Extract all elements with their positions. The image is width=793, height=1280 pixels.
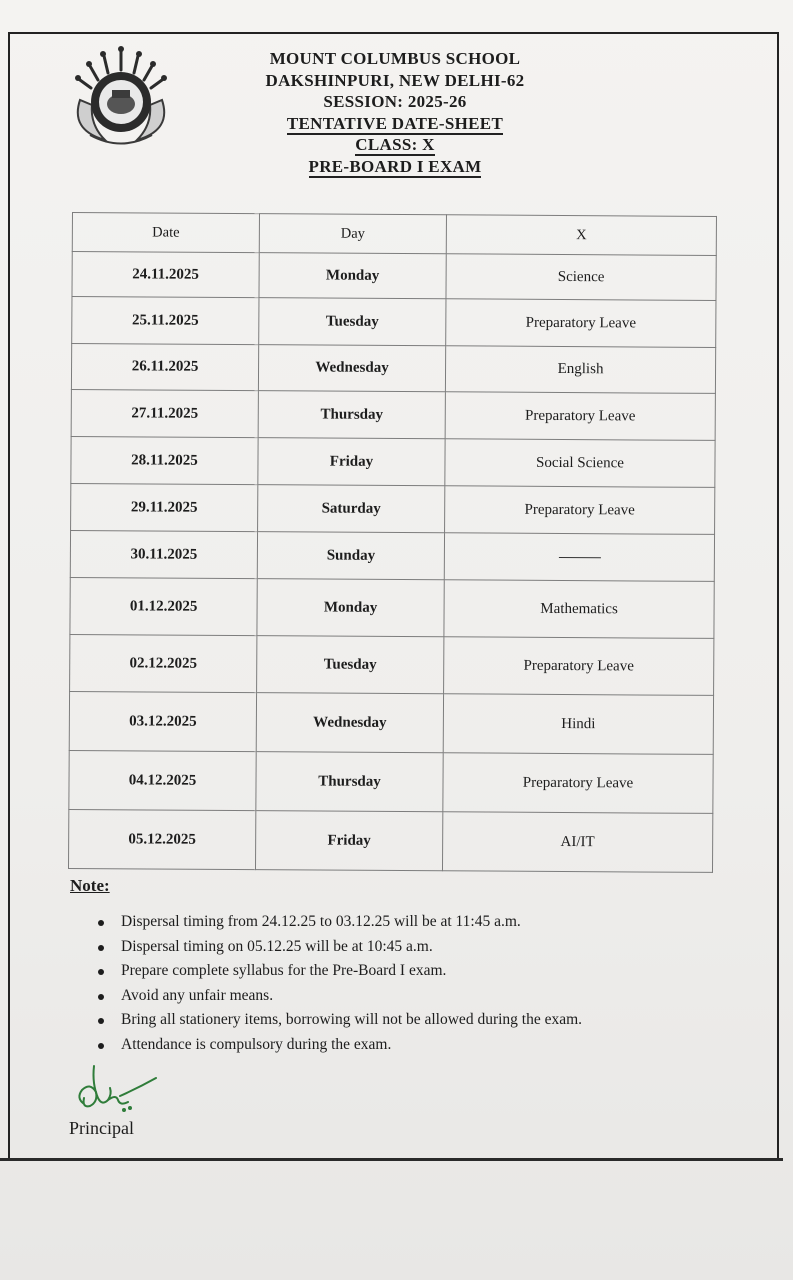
column-header-date: Date — [72, 213, 259, 253]
subject-cell: English — [445, 346, 715, 394]
date-cell: 01.12.2025 — [70, 577, 257, 635]
table-row — [72, 297, 716, 348]
table-row — [71, 389, 715, 440]
table-row — [72, 252, 716, 301]
notes-list — [96, 910, 582, 1057]
list-item: Dispersal timing from 24.12.25 to 03.12.25 will be at 11:45 a.m. — [96, 910, 582, 935]
date-cell: 24.11.2025 — [72, 252, 259, 298]
list-item: Prepare complete syllabus for the Pre-Board I exam. — [96, 959, 582, 984]
school-name: MOUNT COLUMBUS SCHOOL — [269, 49, 521, 68]
subject-cell: Mathematics — [444, 580, 714, 639]
list-item: Dispersal timing on 05.12.25 will be at 10:45 a.m. — [96, 935, 582, 960]
day-cell: Wednesday — [256, 693, 443, 753]
day-cell: Monday — [257, 579, 444, 637]
date-cell: 29.11.2025 — [71, 483, 258, 531]
day-cell: Thursday — [258, 391, 445, 439]
day-cell: Monday — [259, 253, 446, 299]
subject-cell: Preparatory Leave — [444, 637, 714, 696]
date-sheet-table — [68, 212, 717, 873]
subject-cell: Social Science — [445, 439, 715, 488]
school-address: DAKSHINPURI, NEW DELHI-62 — [265, 70, 525, 90]
column-header-class: X — [446, 215, 716, 256]
principal-label: Principal — [69, 1118, 134, 1138]
date-cell: 05.12.2025 — [68, 809, 255, 869]
subject-cell: Science — [446, 254, 716, 301]
day-cell: Wednesday — [258, 345, 445, 392]
day-cell: Tuesday — [257, 636, 444, 694]
date-cell: 28.11.2025 — [71, 436, 258, 484]
date-cell: 02.12.2025 — [70, 634, 257, 692]
table-row — [71, 483, 715, 534]
document-title: TENTATIVE DATE-SHEET — [286, 113, 504, 133]
table-row — [69, 750, 713, 813]
day-cell: Friday — [255, 811, 442, 871]
day-cell: Friday — [258, 438, 445, 486]
list-item: Bring all stationery items, borrowing will not be allowed during the exam. — [96, 1008, 582, 1033]
table-row — [70, 634, 714, 695]
blank-dash — [558, 557, 600, 558]
table-header-row — [72, 213, 716, 256]
day-cell: Tuesday — [259, 298, 446, 346]
table-row — [71, 344, 715, 394]
day-cell: Saturday — [258, 485, 445, 533]
subject-cell: Preparatory Leave — [445, 392, 715, 441]
subject-cell-empty — [444, 533, 714, 582]
page-border-bottom — [0, 1158, 783, 1161]
column-header-day: Day — [259, 214, 446, 254]
date-cell: 30.11.2025 — [70, 530, 257, 578]
date-cell: 04.12.2025 — [69, 750, 256, 810]
session-label: SESSION: 2025-26 — [323, 92, 467, 111]
subject-cell: Preparatory Leave — [443, 753, 713, 814]
table-row — [70, 577, 714, 638]
subject-cell: Preparatory Leave — [446, 299, 716, 348]
table-row — [71, 436, 715, 487]
subject-cell: Preparatory Leave — [445, 486, 715, 535]
table-row — [69, 691, 713, 754]
principal-signature — [72, 1058, 162, 1116]
day-cell: Sunday — [257, 532, 444, 580]
school-logo-icon — [60, 40, 182, 152]
exam-name: PRE-BOARD I EXAM — [308, 156, 482, 176]
table-row — [68, 809, 712, 872]
day-cell: Thursday — [256, 752, 443, 812]
date-cell: 03.12.2025 — [69, 691, 256, 751]
table-row — [70, 530, 714, 581]
subject-cell: AI/IT — [442, 812, 712, 873]
date-cell: 27.11.2025 — [71, 389, 258, 437]
list-item: Avoid any unfair means. — [96, 984, 582, 1009]
document-header — [230, 48, 560, 177]
subject-cell: Hindi — [443, 694, 713, 755]
class-label: CLASS: X — [355, 135, 435, 154]
date-cell: 25.11.2025 — [72, 297, 259, 345]
date-cell: 26.11.2025 — [71, 344, 258, 391]
list-item: Attendance is compulsory during the exam. — [96, 1033, 582, 1058]
note-heading: Note: — [70, 876, 110, 895]
